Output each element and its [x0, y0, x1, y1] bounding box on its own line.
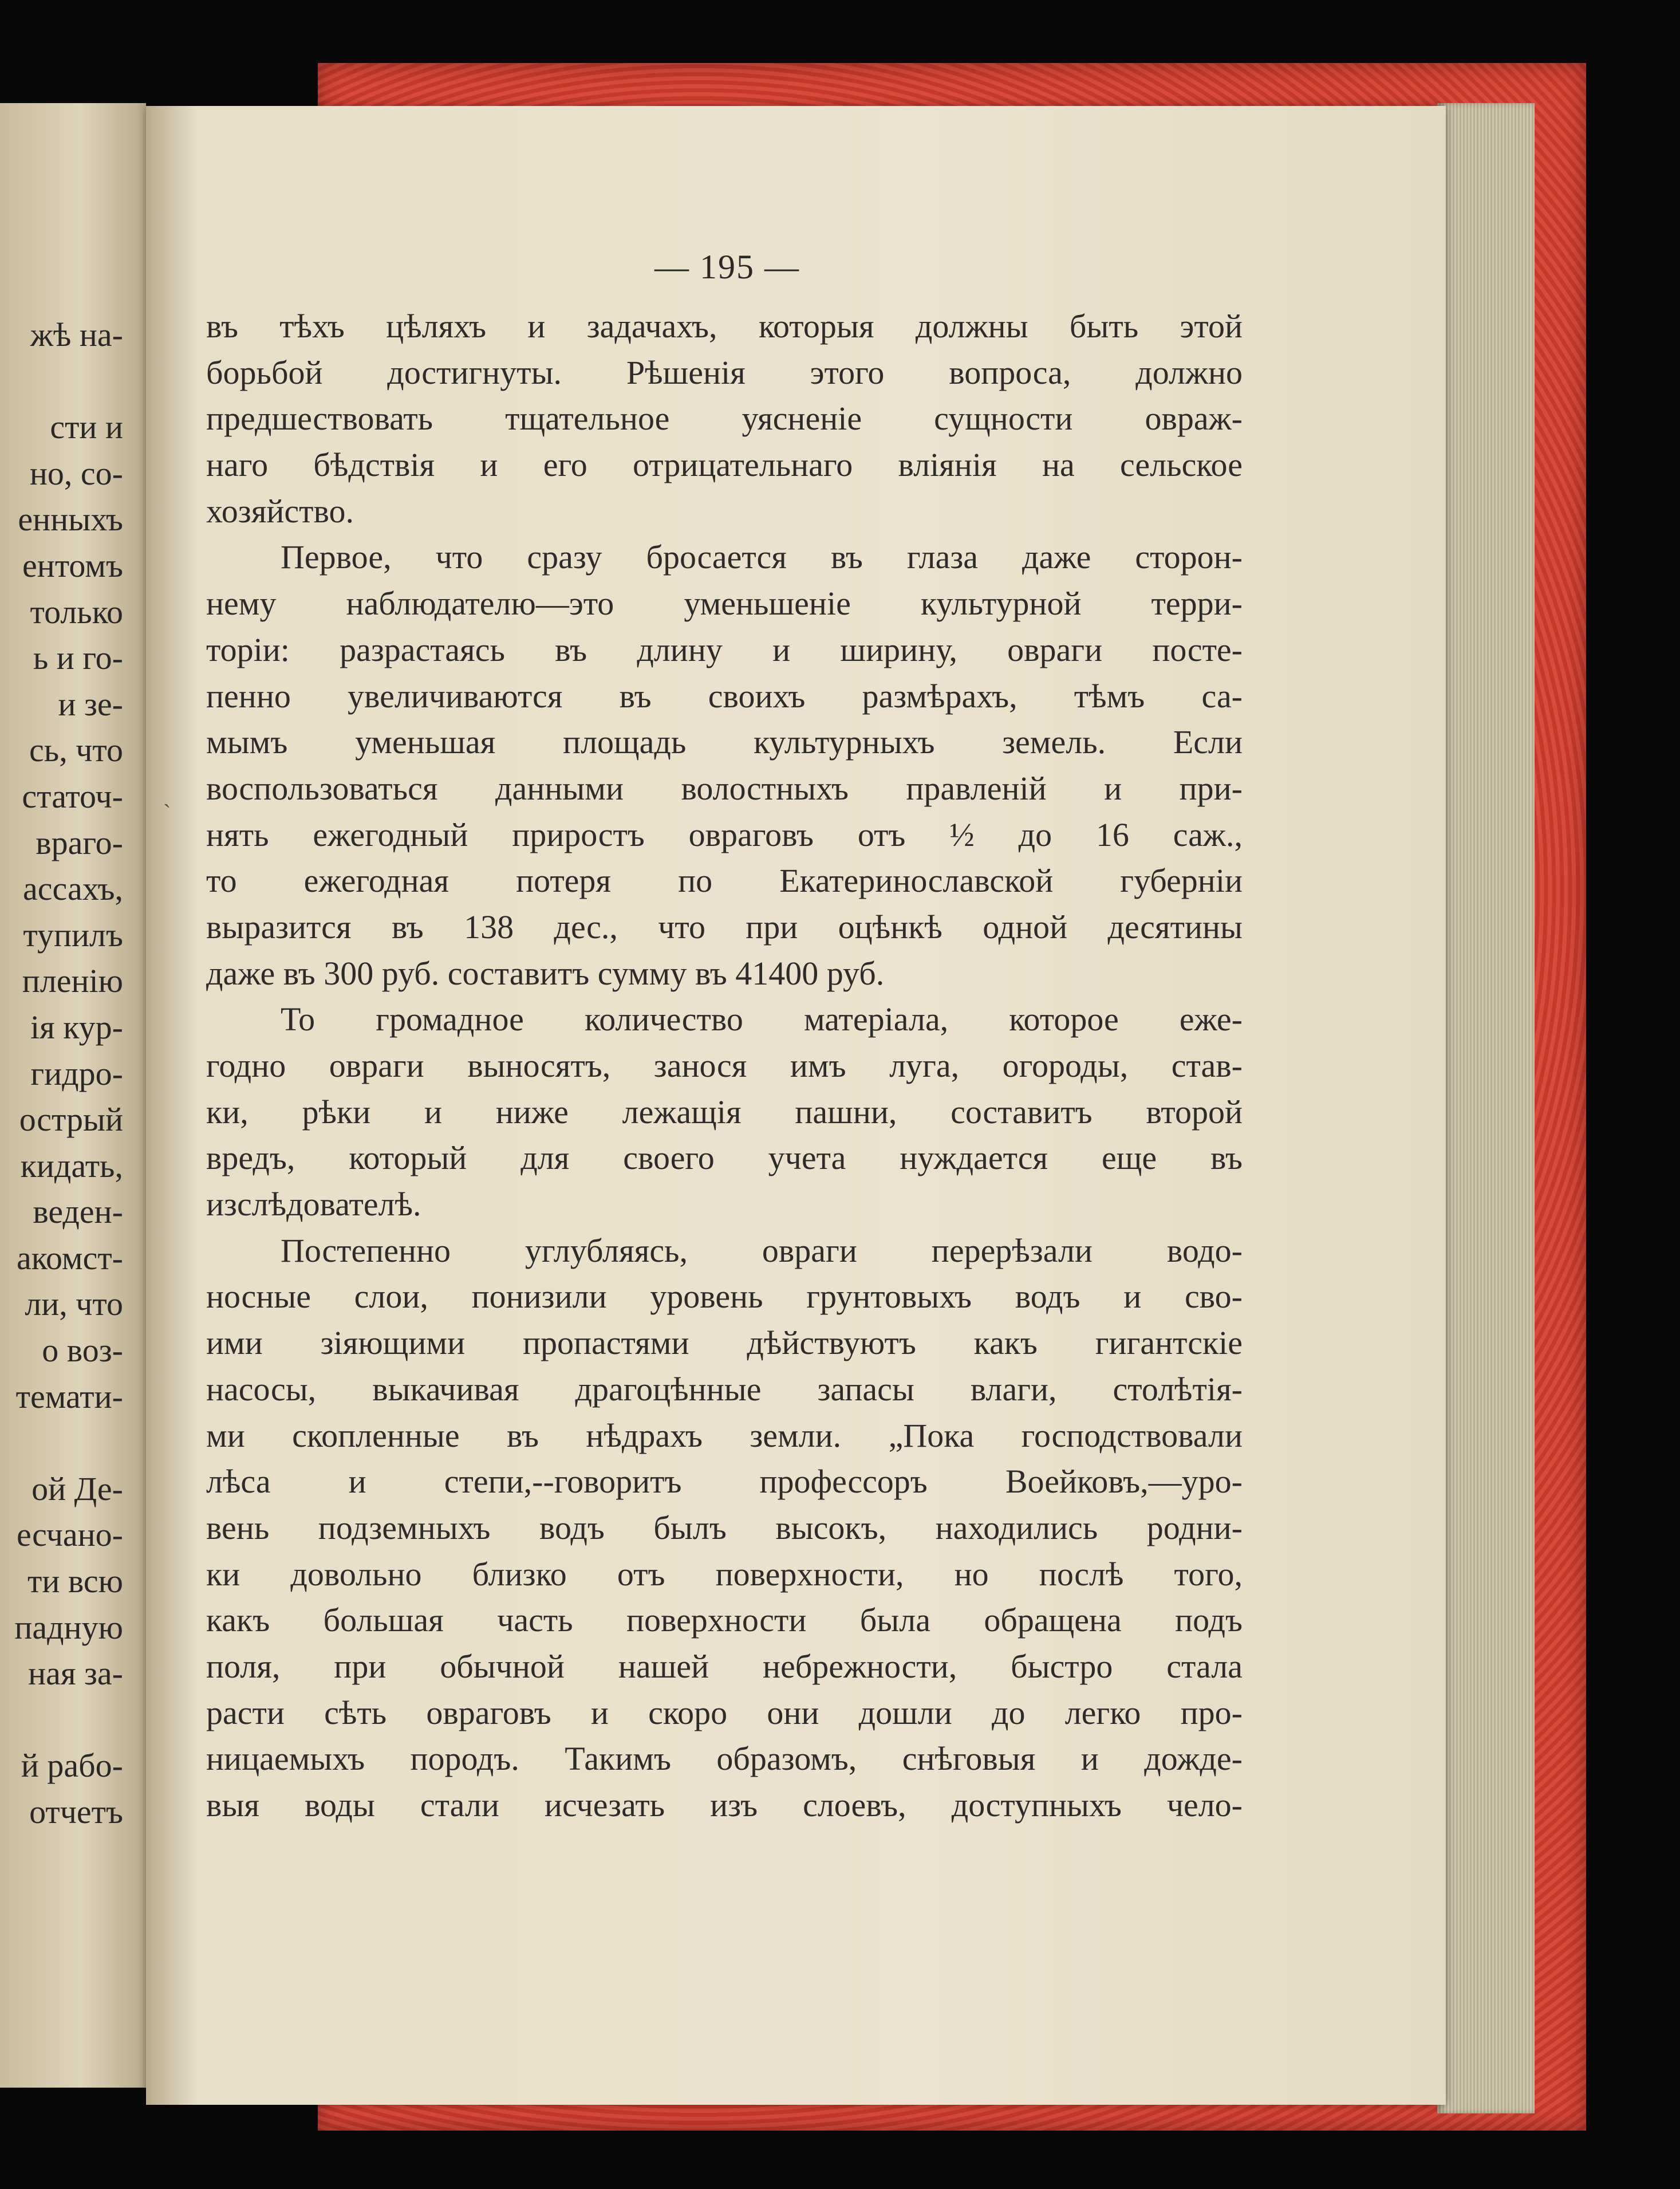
text-line: торіи: разрастаясь въ длину и ширину, овраги посте-	[206, 631, 1243, 668]
text-line: въ тѣхъ цѣляхъ и задачахъ, которыя должны быть этой	[206, 308, 1243, 345]
text-line: то ежегодная потеря по Екатеринославской губерніи	[206, 862, 1243, 900]
text-line: ки довольно близко отъ поверхности, но послѣ того,	[206, 1555, 1243, 1593]
text-line: вень подземныхъ водъ былъ высокъ, находились родни-	[206, 1509, 1243, 1546]
text-line: То громадное количество матеріала, которое еже-	[281, 1001, 1243, 1038]
text-line: ими зіяющими пропастями дѣйствуютъ какъ гигантскіе	[206, 1324, 1243, 1362]
left-text-line	[0, 1697, 123, 1743]
left-text-line: сь, что	[29, 731, 123, 769]
left-text-line: статоч-	[22, 777, 123, 815]
text-line: ницаемыхъ породъ. Такимъ образомъ, снѣговыя и дожде-	[206, 1740, 1243, 1778]
text-line: расти сѣть овраговъ и скоро они дошли до легко про-	[206, 1694, 1243, 1731]
text-line: ми скопленные въ нѣдрахъ земли. „Пока господствовали	[206, 1416, 1243, 1454]
text-line: пенно увеличиваются въ своихъ размѣрахъ, тѣмъ са-	[206, 677, 1243, 715]
left-text-line: темати-	[15, 1377, 123, 1415]
left-text-line: ентомъ	[22, 546, 123, 584]
left-text-line: кидать,	[20, 1147, 123, 1184]
text-line: выразится въ 138 дес., что при оцѣнкѣ одной десятины	[206, 908, 1243, 946]
left-text-line	[0, 359, 123, 405]
text-line: ки, рѣки и ниже лежащія пашни, составитъ второй	[206, 1093, 1243, 1131]
left-text-line: и зе-	[58, 685, 123, 723]
text-line: предшествовать тщательное уясненіе сущности овраж-	[206, 400, 1243, 438]
left-text-line: ти всю	[27, 1562, 123, 1600]
text-line: Первое, что сразу бросается въ глаза даже сторон-	[281, 538, 1243, 576]
left-text-line: сти и	[50, 408, 123, 446]
text-line: какъ большая часть поверхности была обращена подъ	[206, 1601, 1243, 1639]
left-text-line: ли, что	[25, 1285, 123, 1323]
text-line: носные слои, понизили уровень грунтовыхъ водъ и сво-	[206, 1278, 1243, 1316]
left-text-line: веден-	[33, 1193, 123, 1231]
text-line: насосы, выкачивая драгоцѣнные запасы влаги, столѣтія-	[206, 1370, 1243, 1408]
text-line: мымъ уменьшая площадь культурныхъ земель. Если	[206, 723, 1243, 761]
left-text-line: падную	[14, 1608, 123, 1646]
left-text-line: враго-	[36, 824, 123, 861]
left-text-line: енныхъ	[18, 501, 123, 538]
left-text-line: ія кур-	[30, 1008, 123, 1046]
margin-mark: ˋ	[163, 800, 171, 825]
text-line: воспользоваться данными волостныхъ правленій и при-	[206, 769, 1243, 807]
text-line: вредъ, который для своего учета нуждается еще въ	[206, 1139, 1243, 1177]
left-text-line: ой Де-	[31, 1470, 123, 1507]
text-line: наго бѣдствія и его отрицательнаго вліянія на сельское	[206, 446, 1243, 484]
left-text-line	[0, 1420, 123, 1466]
page-number: — 195 —	[654, 248, 800, 286]
page-edges	[1437, 103, 1535, 2113]
left-text-line: о воз-	[42, 1332, 123, 1369]
text-line: хозяйство.	[206, 492, 354, 530]
text-line: годно овраги выносятъ, занося имъ луга, огороды, став-	[206, 1047, 1243, 1084]
text-line: выя воды стали исчезать изъ слоевъ, доступныхъ чело-	[206, 1786, 1243, 1824]
text-line: нять ежегодный приростъ овраговъ отъ ½ до 16 саж.,	[206, 816, 1243, 853]
left-text-line: ная за-	[28, 1655, 123, 1692]
left-text-line: жѣ на-	[30, 316, 123, 353]
left-page	[0, 103, 146, 2088]
text-line: Постепенно углубляясь, овраги перерѣзали водо-	[281, 1231, 1243, 1269]
text-line: даже въ 300 руб. составитъ сумму въ 41400 руб.	[206, 954, 885, 992]
text-line: нему наблюдателю—это уменьшеніе культурной терри-	[206, 585, 1243, 623]
left-text-line: акомст-	[17, 1239, 123, 1277]
left-page-text	[0, 312, 123, 1836]
left-text-line: тупилъ	[23, 916, 123, 954]
left-text-line: острый	[19, 1101, 123, 1139]
left-text-line: только	[30, 593, 123, 631]
body-text	[206, 304, 1243, 1829]
text-line: изслѣдователѣ.	[206, 1186, 421, 1223]
left-text-line: гидро-	[30, 1054, 123, 1092]
left-text-line: ь и го-	[33, 639, 123, 677]
left-text-line: но, со-	[29, 454, 123, 492]
left-text-line: ассахъ,	[23, 870, 123, 908]
left-text-line: есчано-	[16, 1516, 123, 1554]
text-line: борьбой достигнуты. Рѣшенія этого вопроса, должно	[206, 353, 1243, 391]
text-line: поля, при обычной нашей небрежности, быстро стала	[206, 1647, 1243, 1685]
left-text-line: й рабо-	[21, 1747, 123, 1785]
left-text-line: отчетъ	[29, 1793, 123, 1830]
text-line: лѣса и степи,--говоритъ профессоръ Воейковъ,—уро-	[206, 1463, 1243, 1501]
left-text-line: пленію	[22, 962, 123, 1000]
